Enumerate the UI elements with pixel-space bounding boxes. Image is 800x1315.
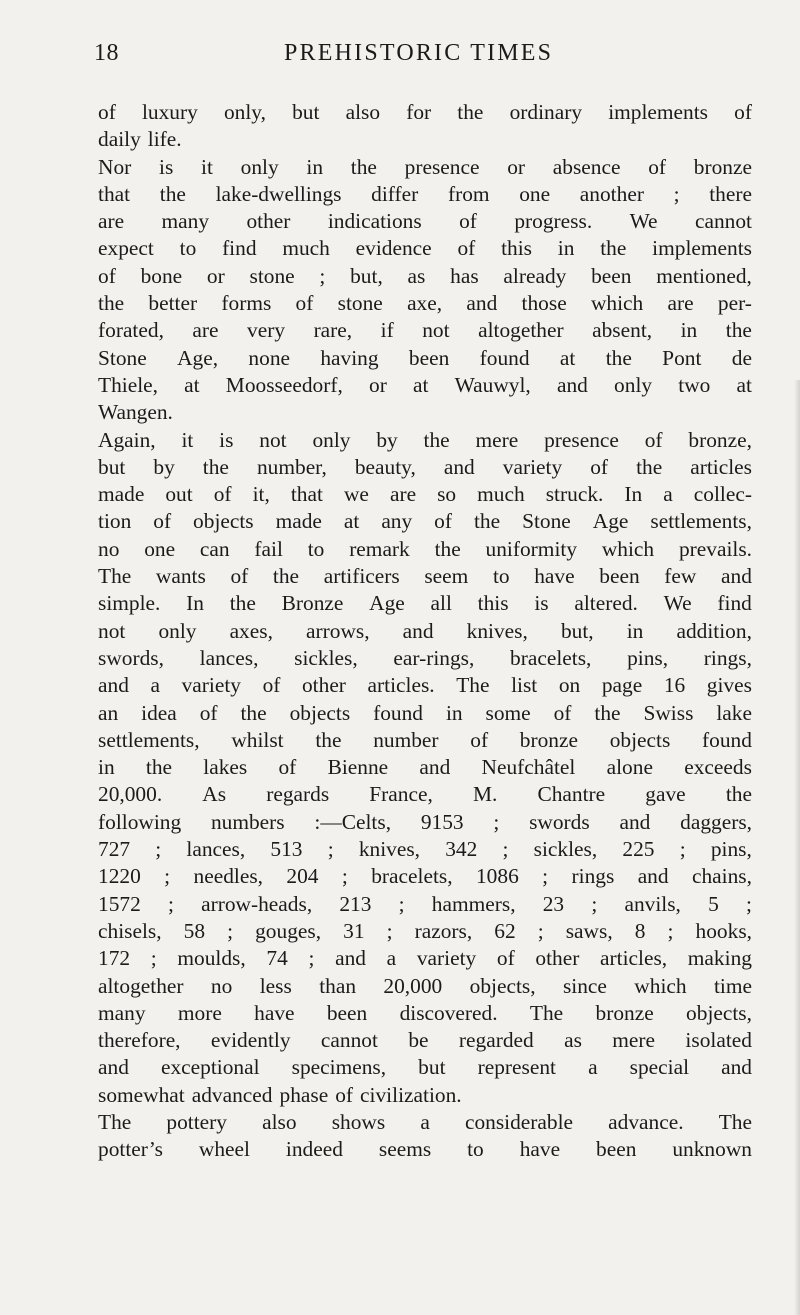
text-line: 1572 ; arrow-heads, 213 ; hammers, 23 ; anvils, 5 ;	[98, 891, 752, 916]
text-line: made out of it, that we are so much struck. In a collec-	[98, 482, 752, 507]
page-edge-shadow	[794, 380, 800, 1315]
text-line: simple. In the Bronze Age all this is altered. We find	[98, 591, 752, 616]
body-text	[98, 99, 752, 1164]
text-line: and exceptional specimens, but represent a special and	[98, 1055, 752, 1080]
text-line: 172 ; moulds, 74 ; and a variety of other articles, making	[98, 946, 752, 971]
text-line: are many other indications of progress. We cannot	[98, 209, 752, 234]
page-header	[94, 40, 754, 80]
text-line: not only axes, arrows, and knives, but, in addition,	[98, 618, 752, 643]
text-line: of luxury only, but also for the ordinary implements of	[98, 100, 752, 124]
text-line: expect to find much evidence of this in the implements	[98, 236, 752, 261]
text-line: but by the number, beauty, and variety of the articles	[98, 454, 752, 479]
text-line: that the lake-dwellings differ from one another ; there	[98, 181, 752, 206]
text-line: many more have been discovered. The bronze objects,	[98, 1000, 752, 1025]
text-line: an idea of the objects found in some of the Swiss lake	[98, 700, 752, 725]
text-line: chisels, 58 ; gouges, 31 ; razors, 62 ; saws, 8 ; hooks,	[98, 918, 752, 943]
text-line: no one can fail to remark the uniformity which prevails.	[98, 536, 752, 561]
text-line: The wants of the artificers seem to have been few and	[98, 564, 752, 589]
text-line: Nor is it only in the presence or absence of bronze	[98, 154, 752, 179]
text-line: daily life.	[98, 127, 182, 152]
text-line: Wangen.	[98, 400, 173, 425]
text-line: Stone Age, none having been found at the Pont de	[98, 345, 752, 370]
text-line: 20,000. As regards France, M. Chantre gave the	[98, 782, 752, 807]
text-line: settlements, whilst the number of bronze objects found	[98, 727, 752, 752]
text-line: Again, it is not only by the mere presence of bronze,	[98, 427, 752, 452]
text-line: swords, lances, sickles, ear-rings, bracelets, pins, rings,	[98, 645, 752, 670]
text-line: altogether no less than 20,000 objects, since which time	[98, 973, 752, 998]
text-line: and a variety of other articles. The list on page 16 gives	[98, 673, 752, 698]
text-line: somewhat advanced phase of civilization.	[98, 1082, 462, 1107]
text-line: therefore, evidently cannot be regarded as mere isolated	[98, 1028, 752, 1053]
page-number: 18	[94, 40, 119, 66]
text-line: in the lakes of Bienne and Neufchâtel alone exceeds	[98, 755, 752, 780]
text-line: Thiele, at Moosseedorf, or at Wauwyl, and only two at	[98, 372, 752, 397]
text-line: 727 ; lances, 513 ; knives, 342 ; sickles, 225 ; pins,	[98, 837, 752, 862]
running-head: PREHISTORIC TIMES	[284, 40, 554, 66]
text-line: tion of objects made at any of the Stone Age settlements,	[98, 509, 752, 534]
text-line: potter’s wheel indeed seems to have been unknown	[98, 1137, 752, 1162]
text-line: 1220 ; needles, 204 ; bracelets, 1086 ; rings and chains,	[98, 864, 752, 889]
text-line: the better forms of stone axe, and those which are per-	[98, 291, 752, 316]
text-line: The pottery also shows a considerable advance. The	[98, 1109, 752, 1134]
text-line: following numbers :—Celts, 9153 ; swords and daggers,	[98, 809, 752, 834]
text-line: forated, are very rare, if not altogether absent, in the	[98, 318, 752, 343]
text-line: of bone or stone ; but, as has already been mentioned,	[98, 263, 752, 288]
